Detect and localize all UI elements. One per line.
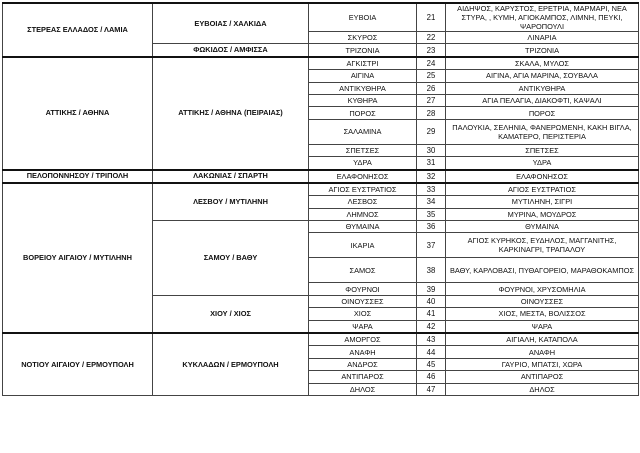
island-cell: ΨΑΡΑ: [309, 320, 417, 333]
region-cell: ΠΕΛΟΠΟΝΝΗΣΟΥ / ΤΡΙΠΟΛΗ: [3, 170, 153, 183]
island-cell: ΥΔΡΑ: [309, 157, 417, 170]
island-cell: ΔΗΛΟΣ: [309, 383, 417, 395]
localities-cell: ΣΚΑΛΑ, ΜΥΛΟΣ: [446, 57, 639, 70]
table-row: [3, 333, 639, 346]
number-cell: 26: [417, 82, 446, 94]
island-cell: ΤΡΙΖΟΝΙΑ: [309, 44, 417, 57]
number-cell: 46: [417, 371, 446, 383]
island-cell: ΑΝΤΙΚΥΘΗΡΑ: [309, 82, 417, 94]
island-cell: ΣΑΛΑΜΙΝΑ: [309, 119, 417, 144]
localities-cell: ΓΑΥΡΙΟ, ΜΠΑΤΣΙ, ΧΩΡΑ: [446, 358, 639, 370]
number-cell: 25: [417, 70, 446, 82]
prefecture-cell: ΑΤΤΙΚΗΣ / ΑΘΗΝΑ (ΠΕΙΡΑΙΑΣ): [153, 57, 309, 170]
localities-cell: ΜΥΤΙΛΗΝΗ, ΣΙΓΡΙ: [446, 196, 639, 208]
table-row: [3, 183, 639, 196]
localities-cell: ΤΡΙΖΟΝΙΑ: [446, 44, 639, 57]
island-cell: ΟΙΝΟΥΣΣΕΣ: [309, 295, 417, 307]
localities-cell: ΘΥΜΑΙΝΑ: [446, 221, 639, 233]
localities-cell: ΑΓΙΟΣ ΚΥΡΗΚΟΣ, ΕΥΔΗΛΟΣ, ΜΑΓΓΑΝΙΤΗΣ, ΚΑΡΚΙΝΑΓΡΙ, ΤΡΑΠΑΛΟΥ: [446, 233, 639, 258]
number-cell: 42: [417, 320, 446, 333]
number-cell: 21: [417, 3, 446, 32]
localities-cell: ΠΑΛΟΥΚΙΑ, ΣΕΛΗΝΙΑ, ΦΑΝΕΡΩΜΕΝΗ, ΚΑΚΗ ΒΙΓΛΑ, ΚΑΜΑΤΕΡΟ, ΠΕΡΙΣΤΕΡΙΑ: [446, 119, 639, 144]
region-cell: ΝΟΤΙΟΥ ΑΙΓΑΙΟΥ / ΕΡΜΟΥΠΟΛΗ: [3, 333, 153, 395]
number-cell: 29: [417, 119, 446, 144]
island-cell: ΦΟΥΡΝΟΙ: [309, 283, 417, 295]
localities-cell: ΕΛΑΦΟΝΗΣΟΣ: [446, 170, 639, 183]
number-cell: 31: [417, 157, 446, 170]
prefecture-cell: ΚΥΚΛΑΔΩΝ / ΕΡΜΟΥΠΟΛΗ: [153, 333, 309, 395]
number-cell: 44: [417, 346, 446, 358]
localities-cell: ΑΙΓΙΑΛΗ, ΚΑΤΑΠΟΛΑ: [446, 333, 639, 346]
number-cell: 47: [417, 383, 446, 395]
localities-cell: ΑΓΙΟΣ ΕΥΣΤΡΑΤΙΟΣ: [446, 183, 639, 196]
localities-cell: ΠΟΡΟΣ: [446, 107, 639, 119]
island-cell: ΘΥΜΑΙΝΑ: [309, 221, 417, 233]
island-cell: ΑΝΤΙΠΑΡΟΣ: [309, 371, 417, 383]
island-cell: ΑΙΓΙΝΑ: [309, 70, 417, 82]
number-cell: 24: [417, 57, 446, 70]
island-cell: ΑΝΔΡΟΣ: [309, 358, 417, 370]
number-cell: 43: [417, 333, 446, 346]
localities-cell: ΣΠΕΤΣΕΣ: [446, 144, 639, 156]
localities-cell: ΑΝΑΦΗ: [446, 346, 639, 358]
localities-cell: ΛΙΝΑΡΙΑ: [446, 32, 639, 44]
region-cell: ΑΤΤΙΚΗΣ / ΑΘΗΝΑ: [3, 57, 153, 170]
number-cell: 40: [417, 295, 446, 307]
island-cell: ΑΝΑΦΗ: [309, 346, 417, 358]
prefecture-cell: ΧΙΟΥ / ΧΙΟΣ: [153, 295, 309, 333]
number-cell: 30: [417, 144, 446, 156]
island-cell: ΕΛΑΦΟΝΗΣΟΣ: [309, 170, 417, 183]
number-cell: 22: [417, 32, 446, 44]
number-cell: 32: [417, 170, 446, 183]
localities-cell: ΑΙΓΙΝΑ, ΑΓΙΑ ΜΑΡΙΝΑ, ΣΟΥΒΑΛΑ: [446, 70, 639, 82]
number-cell: 23: [417, 44, 446, 57]
localities-cell: ΨΑΡΑ: [446, 320, 639, 333]
number-cell: 37: [417, 233, 446, 258]
localities-cell: ΑΝΤΙΠΑΡΟΣ: [446, 371, 639, 383]
prefecture-cell: ΕΥΒΟΙΑΣ / ΧΑΛΚΙΔΑ: [153, 3, 309, 44]
prefecture-cell: ΛΑΚΩΝΙΑΣ / ΣΠΑΡΤΗ: [153, 170, 309, 183]
island-cell: ΑΓΙΟΣ ΕΥΣΤΡΑΤΙΟΣ: [309, 183, 417, 196]
number-cell: 27: [417, 94, 446, 106]
number-cell: 34: [417, 196, 446, 208]
islands-table: [2, 2, 639, 396]
number-cell: 33: [417, 183, 446, 196]
number-cell: 35: [417, 208, 446, 220]
island-cell: ΣΚΥΡΟΣ: [309, 32, 417, 44]
island-cell: ΛΗΜΝΟΣ: [309, 208, 417, 220]
number-cell: 39: [417, 283, 446, 295]
island-cell: ΚΥΘΗΡΑ: [309, 94, 417, 106]
island-cell: ΣΠΕΤΣΕΣ: [309, 144, 417, 156]
localities-cell: ΑΝΤΙΚΥΘΗΡΑ: [446, 82, 639, 94]
localities-cell: ΦΟΥΡΝΟΙ, ΧΡΥΣΟΜΗΛΙΑ: [446, 283, 639, 295]
localities-cell: ΧΙΟΣ, ΜΕΣΤΑ, ΒΟΛΙΣΣΟΣ: [446, 308, 639, 320]
island-cell: ΑΓΚΙΣΤΡΙ: [309, 57, 417, 70]
number-cell: 45: [417, 358, 446, 370]
localities-cell: ΒΑΘΥ, ΚΑΡΛΟΒΑΣΙ, ΠΥΘΑΓΟΡΕΙΟ, ΜΑΡΑΘΟΚΑΜΠΟΣ: [446, 258, 639, 283]
prefecture-cell: ΛΕΣΒΟΥ / ΜΥΤΙΛΗΝΗ: [153, 183, 309, 221]
number-cell: 38: [417, 258, 446, 283]
localities-cell: ΑΓΙΑ ΠΕΛΑΓΙΑ, ΔΙΑΚΟΦΤΙ, ΚΑΨΑΛΙ: [446, 94, 639, 106]
prefecture-cell: ΦΩΚΙΔΟΣ / ΑΜΦΙΣΣΑ: [153, 44, 309, 57]
table-row: [3, 3, 639, 32]
localities-cell: ΑΙΔΗΨΟΣ, ΚΑΡΥΣΤΟΣ, ΕΡΕΤΡΙΑ, ΜΑΡΜΑΡΙ, ΝΕΑ ΣΤΥΡΑ, , ΚΥΜΗ, ΑΓΙΟΚΑΜΠΟΣ, ΛΙΜΝΗ, ΠΕΥΚΙ, ΨΑΡΟΠΟΥΛΙ: [446, 3, 639, 32]
island-cell: ΛΕΣΒΟΣ: [309, 196, 417, 208]
table-row: [3, 57, 639, 70]
island-cell: ΠΟΡΟΣ: [309, 107, 417, 119]
number-cell: 28: [417, 107, 446, 119]
prefecture-cell: ΣΑΜΟΥ / ΒΑΘΥ: [153, 221, 309, 296]
number-cell: 36: [417, 221, 446, 233]
island-cell: ΕΥΒΟΙΑ: [309, 3, 417, 32]
number-cell: 41: [417, 308, 446, 320]
localities-cell: ΔΗΛΟΣ: [446, 383, 639, 395]
island-cell: ΣΑΜΟΣ: [309, 258, 417, 283]
table-row: [3, 170, 639, 183]
localities-cell: ΟΙΝΟΥΣΣΕΣ: [446, 295, 639, 307]
region-cell: ΒΟΡΕΙΟΥ ΑΙΓΑΙΟΥ / ΜΥΤΙΛΗΝΗ: [3, 183, 153, 333]
island-cell: ΙΚΑΡΙΑ: [309, 233, 417, 258]
localities-cell: ΜΥΡΙΝΑ, ΜΟΥΔΡΟΣ: [446, 208, 639, 220]
island-cell: ΑΜΟΡΓΟΣ: [309, 333, 417, 346]
island-cell: ΧΙΟΣ: [309, 308, 417, 320]
region-cell: ΣΤΕΡΕΑΣ ΕΛΛΑΔΟΣ / ΛΑΜΙΑ: [3, 3, 153, 57]
localities-cell: ΥΔΡΑ: [446, 157, 639, 170]
table-body: [3, 3, 639, 395]
